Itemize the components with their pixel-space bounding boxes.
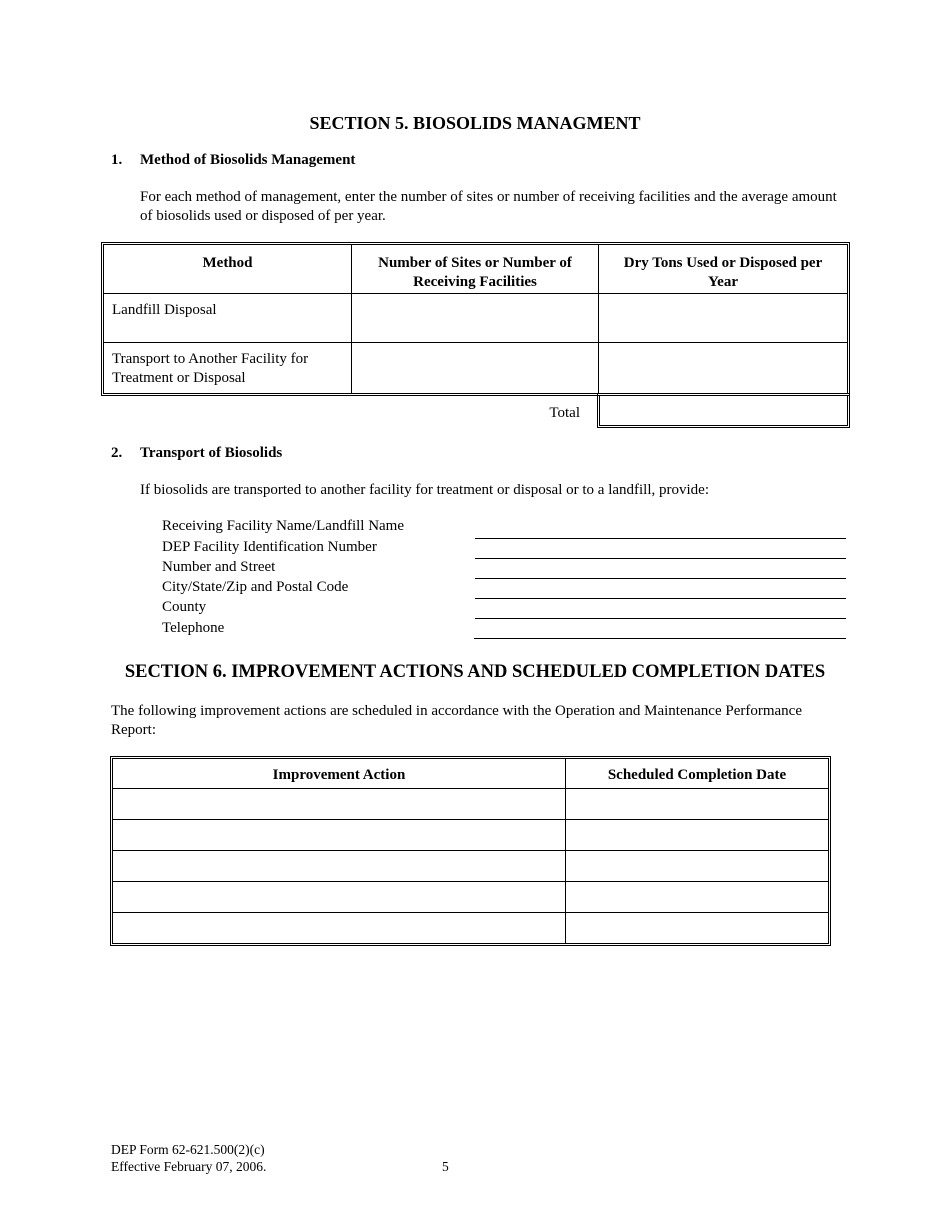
field-label-facility-name: Receiving Facility Name/Landfill Name [162,518,405,534]
county-input[interactable] [475,618,846,619]
item2-heading: Transport of Biosolids [140,445,283,461]
field-label-city-state-zip: City/State/Zip and Postal Code [162,579,349,595]
field-label-street: Number and Street [162,559,276,575]
methods-header-tons: Dry Tons Used or Disposed per Year [623,255,823,290]
improvement-action-input-2[interactable] [113,820,565,850]
completion-date-input-1[interactable] [566,789,828,819]
methods-row-transport-label: Transport to Another Facility for Treatment or Disposal [112,351,309,386]
landfill-sites-input[interactable] [352,294,598,342]
telephone-input[interactable] [474,638,846,639]
methods-header-method: Method [202,255,253,271]
item2-number: 2. [111,445,123,461]
section6-intro: The following improvement actions are scheduled in accordance with the Operation and Maintenance Performance Report: [111,703,802,738]
section6-title: SECTION 6. IMPROVEMENT ACTIONS AND SCHEDULED COMPLETION DATES [124,662,826,682]
completion-date-input-2[interactable] [566,820,828,850]
footer-effective-date: Effective February 07, 2006. [111,1159,267,1174]
item1-number: 1. [111,152,123,168]
field-label-dep-id: DEP Facility Identification Number [162,539,377,555]
street-input[interactable] [475,578,846,579]
section5-title: SECTION 5. BIOSOLIDS MANAGMENT [309,113,641,133]
completion-date-input-3[interactable] [566,851,828,881]
item1-heading: Method of Biosolids Management [140,152,356,168]
total-tons-input[interactable] [597,393,850,428]
dep-id-input[interactable] [475,558,846,559]
item1-instructions: For each method of management, enter the number of sites or number of receiving facilities and the average amount of biosolids used or disposed of per year. [140,189,837,224]
methods-header-sites: Number of Sites or Number of Receiving Facilities [378,255,572,290]
improvement-action-input-3[interactable] [113,851,565,881]
landfill-tons-input[interactable] [599,294,847,342]
facility-name-input[interactable] [475,538,846,539]
transport-sites-input[interactable] [352,343,598,393]
city-state-zip-input[interactable] [475,598,846,599]
field-label-county: County [162,599,207,615]
transport-tons-input[interactable] [599,343,847,393]
completion-date-input-5[interactable] [566,913,828,943]
footer-form-number: DEP Form 62-621.500(2)(c) [111,1142,265,1157]
total-label: Total [549,405,580,421]
completion-date-input-4[interactable] [566,882,828,912]
methods-row-landfill-label: Landfill Disposal [112,302,217,318]
item2-instructions: If biosolids are transported to another facility for treatment or disposal or to a landfill, provide: [140,482,710,498]
improvement-action-input-4[interactable] [113,882,565,912]
field-label-telephone: Telephone [162,620,225,636]
improvement-action-input-1[interactable] [113,789,565,819]
improvement-header-action: Improvement Action [272,767,406,783]
improvement-action-input-5[interactable] [113,913,565,943]
footer-page-number: 5 [442,1159,449,1174]
improvement-header-date: Scheduled Completion Date [607,767,787,783]
